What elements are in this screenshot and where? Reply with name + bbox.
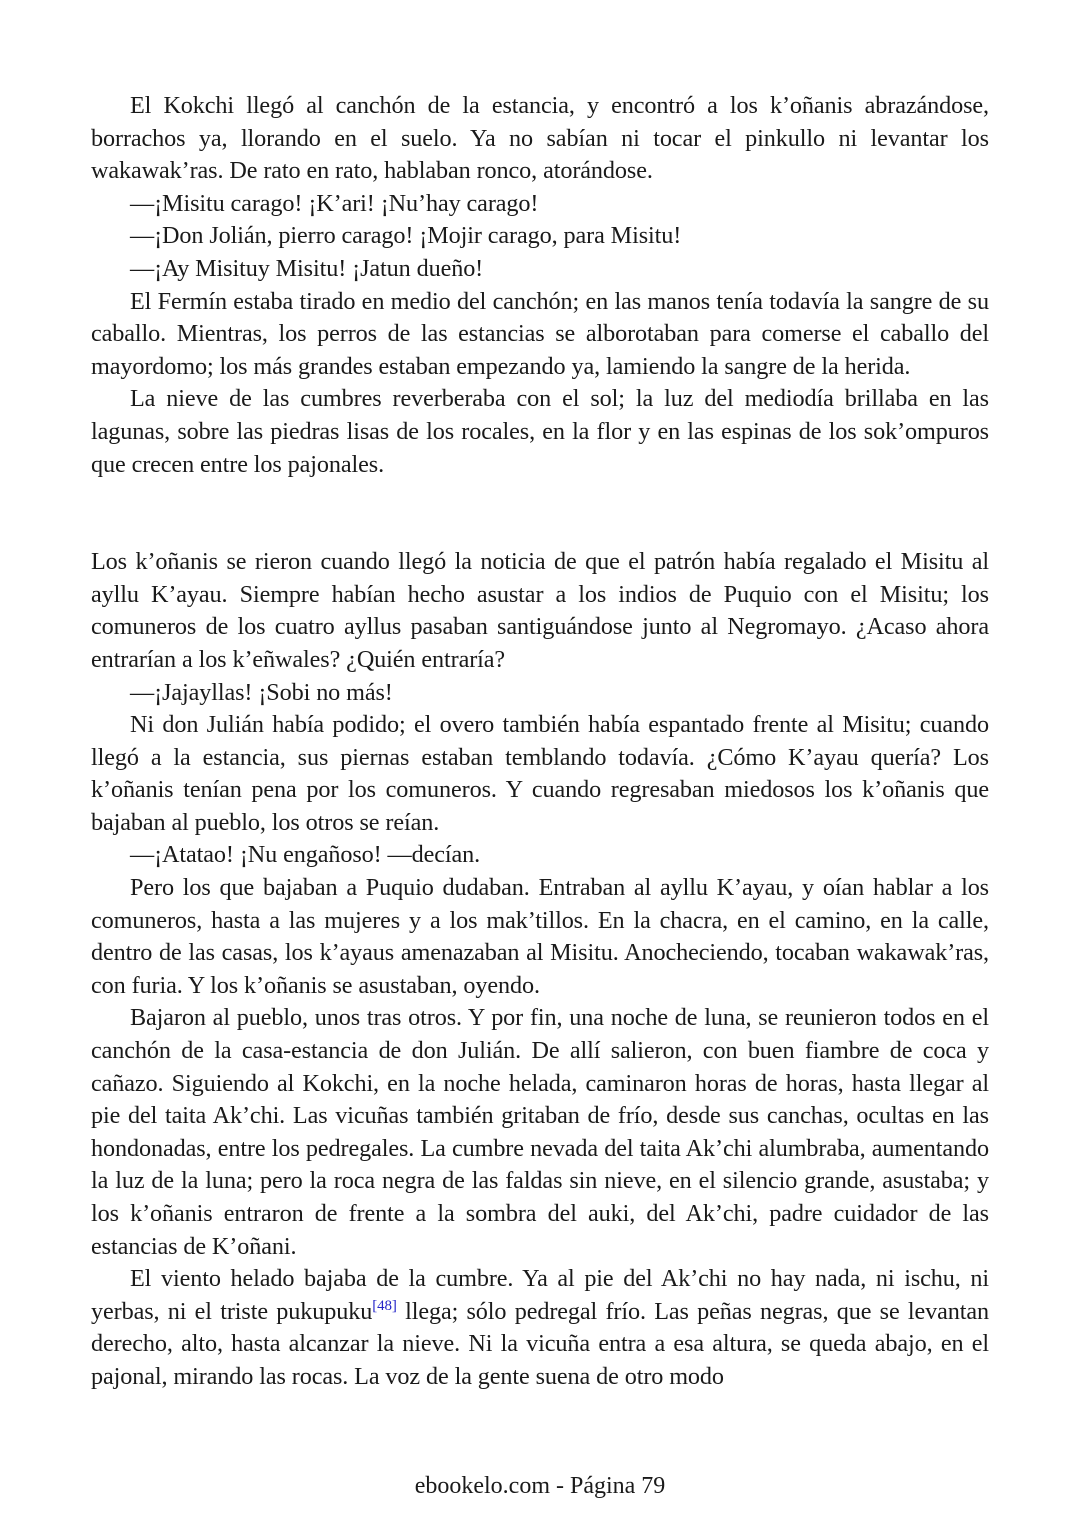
paragraph-text: El viento helado bajaba de la cumbre. Ya al pie del Ak’chi no hay nada, ni ischu, ni yerbas, ni el triste pukupuku (91, 1265, 989, 1325)
paragraph: El Fermín estaba tirado en medio del canchón; en las manos tenía todavía la sangre de su caballo. Mientras, los perros de las estancias se alborotaban para comerse el caballo del mayordomo; los más grandes estaban empezando ya, lamiendo la sangre de la herida. (91, 287, 989, 380)
page-footer: ebookelo.com - Página 79 (414, 1473, 666, 1499)
paragraph: Bajaron al pueblo, unos tras otros. Y por fin, una noche de luna, se reunieron todos en el canchón de la casa-estancia de don Julián. De allí salieron, con buen fiambre de coca y cañazo. Siguiendo al Kokchi, en la noche helada, caminaron horas de horas, hasta llegar al pie del taita Ak’chi. Las vicuñas también gritaban de frío, desde sus canchas, ocultas en las hondonadas, entre los pedregales. La cumbre nevada del taita Ak’chi alumbraba, aumentando la luz de la luna; pero la roca negra de las faldas sin nieve, en el silencio grande, asustaba; y los k’oñanis entraron de frente a la sombra del auki, del Ak’chi, padre cuidador de las estancias de K’oñani. (91, 1004, 989, 1260)
dialogue-line: —¡Misitu carago! ¡K’ari! ¡Nu’hay carago! (130, 189, 539, 217)
dialogue-line: —¡Don Jolián, pierro carago! ¡Mojir carago, para Misitu! (130, 222, 682, 250)
page-body (91, 90, 989, 1394)
section-opening-paragraph: Los k’oñanis se rieron cuando llegó la noticia de que el patrón había regalado el Misitu al ayllu K’ayau. Siempre habían hecho asustar a los indios de Puquio con el Misitu; los comuneros de los cuatro ayllus pasaban santiguándose junto al Negromayo. ¿Acaso ahora entrarían a los k’eñwales? ¿Quién entraría? (91, 548, 989, 673)
paragraph-text: llega; sólo pedregal frío. Las peñas negras, que se levantan derecho, alto, hasta alcanzar la nieve. Ni la vicuña entra a esa altura, se queda abajo, en el pajonal, mirando las rocas. La voz de la gente suena de otro modo (91, 1297, 989, 1390)
dialogue-line: —¡Atatao! ¡Nu engañoso! —decían. (130, 841, 481, 869)
paragraph: El Kokchi llegó al canchón de la estancia, y encontró a los k’oñanis abrazándose, borrachos ya, llorando en el suelo. Ya no sabían ni tocar el pinkullo ni levantar los wakawak’ras. De rato en rato, hablaban ronco, atorándose. (91, 92, 989, 185)
dialogue-line: —¡Jajayllas! ¡Sobi no más! (130, 678, 393, 706)
section-break (91, 481, 989, 546)
footnote-link[interactable]: [48] (372, 1297, 397, 1314)
paragraph: La nieve de las cumbres reverberaba con el sol; la luz del mediodía brillaba en las lagunas, sobre las piedras lisas de los rocales, en la flor y en las espinas de los sok’ompuros que crecen entre los pajonales. (91, 385, 989, 478)
dialogue-line: —¡Ay Misituy Misitu! ¡Jatun dueño! (130, 254, 484, 282)
paragraph: Pero los que bajaban a Puquio dudaban. Entraban al ayllu K’ayau, y oían hablar a los comuneros, hasta a las mujeres y a los mak’tillos. En la chacra, en el camino, en la calle, dentro de las casas, los k’ayaus amenazaban al Misitu. Anocheciendo, tocaban wakawak’ras, con furia. Y los k’oñanis se asustaban, oyendo. (91, 874, 989, 999)
paragraph: Ni don Julián había podido; el overo también había espantado frente al Misitu; cuando llegó a la estancia, sus piernas estaban temblando todavía. ¿Cómo K’ayau quería? Los k’oñanis tenían pena por los comuneros. Y cuando regresaban miedosos los k’oñanis que bajaban al pueblo, los otros se reían. (91, 711, 989, 836)
paragraph (91, 1263, 989, 1393)
